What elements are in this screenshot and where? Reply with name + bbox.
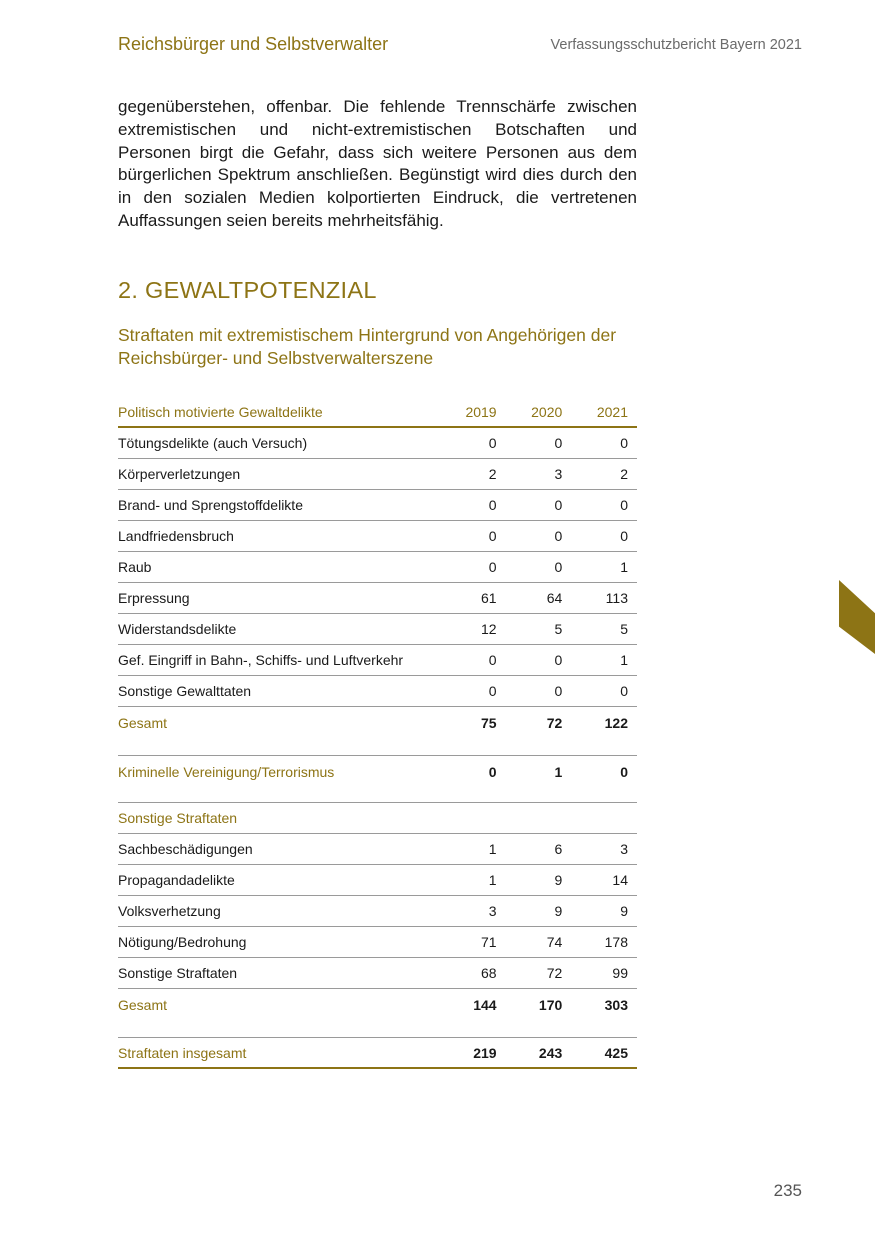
table-title: Straftaten mit extremistischem Hintergrund von Angehörigen der Reichsbürger- und Selbstverwalterszene [118,325,617,368]
running-header-report: Verfassungsschutzbericht Bayern 2021 [550,37,802,53]
value-2021: 113 [571,583,637,614]
value-2019: 75 [481,715,497,731]
value-2019: 0 [488,764,497,780]
value-2021: 0 [571,427,637,459]
row-label: Körperverletzungen [118,459,464,490]
value-2020: 0 [506,645,572,676]
value-2020: 72 [506,958,572,989]
page-number: 235 [773,1181,802,1200]
value-2019: 0 [464,676,506,707]
row-label: Gesamt [118,997,168,1013]
row-label: Raub [118,552,464,583]
value-2019: 0 [464,645,506,676]
value-2021: 122 [604,715,628,731]
table-row [118,834,637,865]
value-2019: 12 [464,614,506,645]
table-row [118,958,637,989]
table-spacer [118,1021,637,1038]
value-2020: 9 [506,896,572,927]
value-2020: 170 [538,997,563,1013]
intro-paragraph: gegenüberstehen, offenbar. Die fehlende Trennschärfe zwischen extremistischen und nicht-extremistischen Botschaften und Personen birgt die Gefahr, dass sich weitere Personen aus dem bürgerlichen Spektrum anschließen. Begünstigt wird dies durch den in den sozialen Medien kolportierten Eindruck, die vertretenen Auffassungen seien bereits mehrheitsfähig. [118,97,637,230]
row-label: Widerstandsdelikte [118,614,464,645]
row-label: Sachbeschädigungen [118,834,464,865]
table-row [118,645,637,676]
value-2021: 3 [571,834,637,865]
section-title: 2. GEWALTPOTENZIAL [118,277,377,303]
header-2019: 2019 [464,398,506,427]
header-2021: 2021 [571,398,637,427]
violent-crimes-section [118,427,637,707]
value-2020: 0 [506,427,572,459]
value-2020: 0 [506,490,572,521]
table-row [118,676,637,707]
table-row [118,865,637,896]
row-label: Sonstige Gewalttaten [118,676,464,707]
value-2019: 1 [464,865,506,896]
row-label: Straftaten insgesamt [118,1038,464,1069]
value-2020: 64 [506,583,572,614]
value-2020: 0 [506,676,572,707]
crime-statistics-table [118,398,637,1069]
other-crimes-section [118,834,637,989]
value-2021: 0 [571,490,637,521]
header-category: Politisch motivierte Gewaltdelikte [118,398,464,427]
table-spacer [118,788,637,803]
table-spacer [118,739,637,756]
row-label: Kriminelle Vereinigung/Terrorismus [118,764,335,780]
header-2020: 2020 [506,398,572,427]
value-2020: 0 [506,521,572,552]
table-row [118,552,637,583]
value-2020: 9 [506,865,572,896]
value-2020: 72 [546,715,563,731]
table-header-row [118,398,637,427]
value-2021: 0 [620,764,628,780]
value-2020: 74 [506,927,572,958]
table-row [118,614,637,645]
value-2019: 71 [464,927,506,958]
violent-total-row [118,707,637,740]
row-label: Landfriedensbruch [118,521,464,552]
row-label: Sonstige Straftaten [118,958,464,989]
value-2021: 178 [571,927,637,958]
row-label: Brand- und Sprengstoffdelikte [118,490,464,521]
value-2021: 14 [571,865,637,896]
row-label: Gesamt [118,715,168,731]
table-row [118,427,637,459]
value-2019: 0 [464,521,506,552]
value-2021: 1 [571,645,637,676]
chapter-tab-marker [839,580,875,654]
value-2019: 144 [473,997,497,1013]
value-2020: 3 [506,459,572,490]
value-2019: 1 [464,834,506,865]
other-crimes-heading: Sonstige Straftaten [118,803,464,834]
value-2021: 9 [571,896,637,927]
value-2019: 3 [464,896,506,927]
value-2020: 1 [554,764,563,780]
value-2021: 303 [604,997,628,1013]
row-label: Gef. Eingriff in Bahn-, Schiffs- und Luftverkehr [118,645,464,676]
table-row [118,583,637,614]
row-label: Propagandadelikte [118,865,464,896]
value-2020: 5 [506,614,572,645]
row-label: Tötungsdelikte (auch Versuch) [118,427,464,459]
table-row [118,521,637,552]
value-2019: 219 [464,1038,506,1069]
table-row [118,459,637,490]
value-2019: 61 [464,583,506,614]
value-2019: 0 [464,427,506,459]
other-crimes-heading-row [118,803,637,834]
value-2021: 1 [571,552,637,583]
running-header-chapter: Reichsbürger und Selbstverwalter [118,34,389,54]
value-2020: 243 [506,1038,572,1069]
table-row [118,927,637,958]
value-2021: 0 [571,521,637,552]
value-2021: 0 [571,676,637,707]
table-row [118,490,637,521]
terror-row [118,756,637,789]
row-label: Nötigung/Bedrohung [118,927,464,958]
grand-total-row [118,1038,637,1069]
row-label: Erpressung [118,583,464,614]
value-2020: 6 [506,834,572,865]
value-2019: 0 [464,490,506,521]
value-2021: 425 [571,1038,637,1069]
row-label: Volksverhetzung [118,896,464,927]
value-2019: 0 [464,552,506,583]
other-total-row [118,989,637,1022]
value-2021: 5 [571,614,637,645]
value-2020: 0 [506,552,572,583]
table-row [118,896,637,927]
value-2019: 2 [464,459,506,490]
value-2021: 2 [571,459,637,490]
value-2021: 99 [571,958,637,989]
value-2019: 68 [464,958,506,989]
